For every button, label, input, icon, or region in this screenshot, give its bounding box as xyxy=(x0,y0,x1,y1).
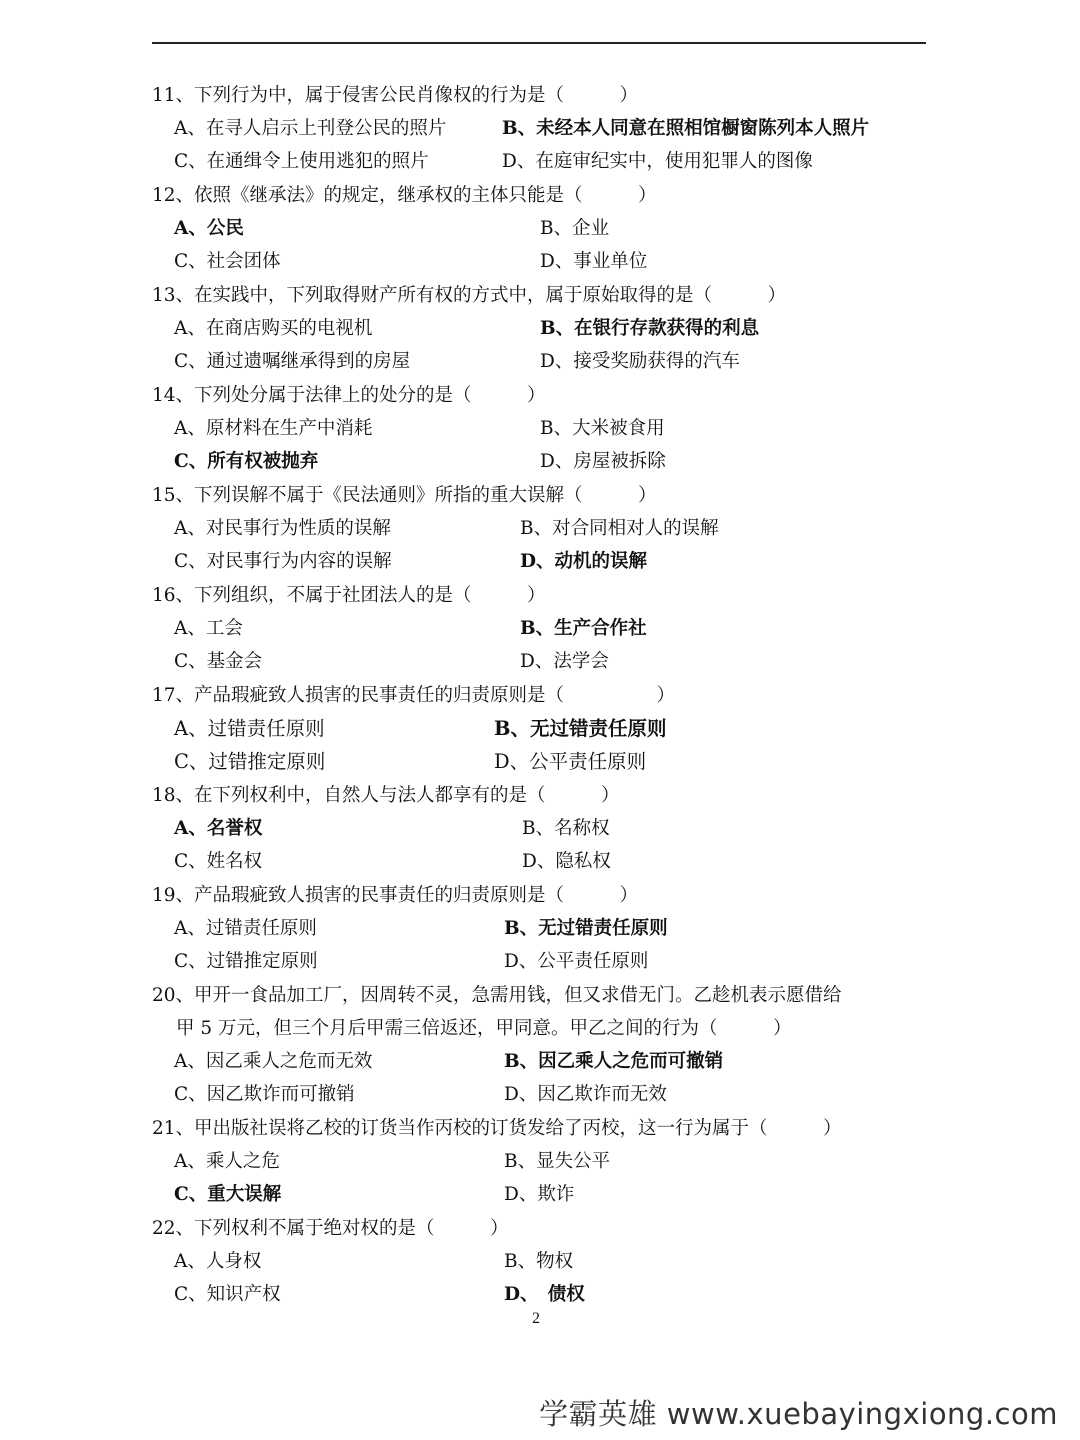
option-a: A、因乙乘人之危而无效 xyxy=(174,1051,373,1072)
question-stem: 16、下列组织，不属于社团法人的是（ ） xyxy=(152,585,546,606)
option-c: C、知识产权 xyxy=(174,1284,281,1305)
header-rule xyxy=(152,42,926,44)
option-d: D、隐私权 xyxy=(522,851,611,872)
question-stem: 22、下列权利不属于绝对权的是（ ） xyxy=(152,1218,509,1239)
option-c: C、在通缉令上使用逃犯的照片 xyxy=(174,151,429,172)
question-stem: 14、下列处分属于法律上的处分的是（ ） xyxy=(152,385,546,406)
option-b-answer: B、无过错责任原则 xyxy=(504,918,668,939)
option-b: B、物权 xyxy=(504,1251,574,1272)
option-c: C、姓名权 xyxy=(174,851,263,872)
question-stem: 11、下列行为中，属于侵害公民肖像权的行为是（ ） xyxy=(152,85,639,106)
question-stem: 15、下列误解不属于《民法通则》所指的重大误解（ ） xyxy=(152,485,657,506)
option-b-answer: B、因乙乘人之危而可撤销 xyxy=(504,1051,724,1072)
question-stem: 17、产品瑕疵致人损害的民事责任的归责原则是（ ） xyxy=(152,685,676,706)
option-c: C、通过遗嘱继承得到的房屋 xyxy=(174,351,411,372)
option-d-answer: D、动机的误解 xyxy=(520,551,648,572)
option-b: B、显失公平 xyxy=(504,1151,611,1172)
option-d: D、事业单位 xyxy=(540,251,648,272)
option-c: C、过错推定原则 xyxy=(174,750,326,773)
question-stem: 21、甲出版社误将乙校的订货当作丙校的订货发给了丙校，这一行为属于（ ） xyxy=(152,1118,842,1139)
question-stem: 20、甲开一食品加工厂，因周转不灵，急需用钱，但又求借无门。乙趁机表示愿借给 xyxy=(152,985,842,1006)
option-a: A、对民事行为性质的误解 xyxy=(174,518,391,539)
page-number: 2 xyxy=(532,1310,540,1327)
option-b-answer: B、在银行存款获得的利息 xyxy=(540,318,760,339)
option-a: A、乘人之危 xyxy=(174,1151,280,1172)
option-a: A、工会 xyxy=(174,618,243,639)
option-b: B、名称权 xyxy=(522,818,610,839)
option-b-answer: B、无过错责任原则 xyxy=(494,717,667,740)
option-a: A、过错责任原则 xyxy=(174,717,325,740)
option-d-answer: D、 债权 xyxy=(504,1284,585,1305)
option-c: C、过错推定原则 xyxy=(174,951,318,972)
option-a: A、在寻人启示上刊登公民的照片 xyxy=(174,118,447,139)
option-b-answer: B、未经本人同意在照相馆橱窗陈列本人照片 xyxy=(502,118,870,139)
option-c: C、社会团体 xyxy=(174,251,281,272)
option-c: C、因乙欺诈而可撤销 xyxy=(174,1084,355,1105)
option-c-answer: C、重大误解 xyxy=(174,1184,282,1205)
option-a: A、过错责任原则 xyxy=(174,918,317,939)
option-d: D、因乙欺诈而无效 xyxy=(504,1084,667,1105)
option-b: B、对合同相对人的误解 xyxy=(520,518,719,539)
question-stem-continued: 甲 5 万元，但三个月后甲需三倍返还，甲同意。甲乙之间的行为（ ） xyxy=(176,1018,792,1039)
option-a: A、人身权 xyxy=(174,1251,262,1272)
option-c-answer: C、所有权被抛弃 xyxy=(174,451,319,472)
option-a-answer: A、公民 xyxy=(174,218,244,239)
option-d: D、欺诈 xyxy=(504,1184,575,1205)
question-stem: 12、依照《继承法》的规定，继承权的主体只能是（ ） xyxy=(152,185,657,206)
option-d: D、接受奖励获得的汽车 xyxy=(540,351,740,372)
option-d: D、在庭审纪实中，使用犯罪人的图像 xyxy=(502,151,813,172)
option-d: D、房屋被拆除 xyxy=(540,451,666,472)
option-b: B、企业 xyxy=(540,218,610,239)
option-a-answer: A、名誉权 xyxy=(174,818,263,839)
option-d: D、法学会 xyxy=(520,651,609,672)
option-b: B、大米被食用 xyxy=(540,418,665,439)
option-a: A、原材料在生产中消耗 xyxy=(174,418,373,439)
question-stem: 19、产品瑕疵致人损害的民事责任的归责原则是（ ） xyxy=(152,885,639,906)
option-b-answer: B、生产合作社 xyxy=(520,618,647,639)
question-stem: 13、在实践中，下列取得财产所有权的方式中，属于原始取得的是（ ） xyxy=(152,285,787,306)
option-c: C、对民事行为内容的误解 xyxy=(174,551,392,572)
watermark-text: 学霸英雄 www.xuebayingxiong.com xyxy=(539,1397,1058,1431)
question-stem: 18、在下列权利中，自然人与法人都享有的是（ ） xyxy=(152,785,620,806)
option-a: A、在商店购买的电视机 xyxy=(174,318,373,339)
option-d: D、公平责任原则 xyxy=(504,951,649,972)
option-c: C、基金会 xyxy=(174,651,263,672)
option-d: D、公平责任原则 xyxy=(494,750,647,773)
